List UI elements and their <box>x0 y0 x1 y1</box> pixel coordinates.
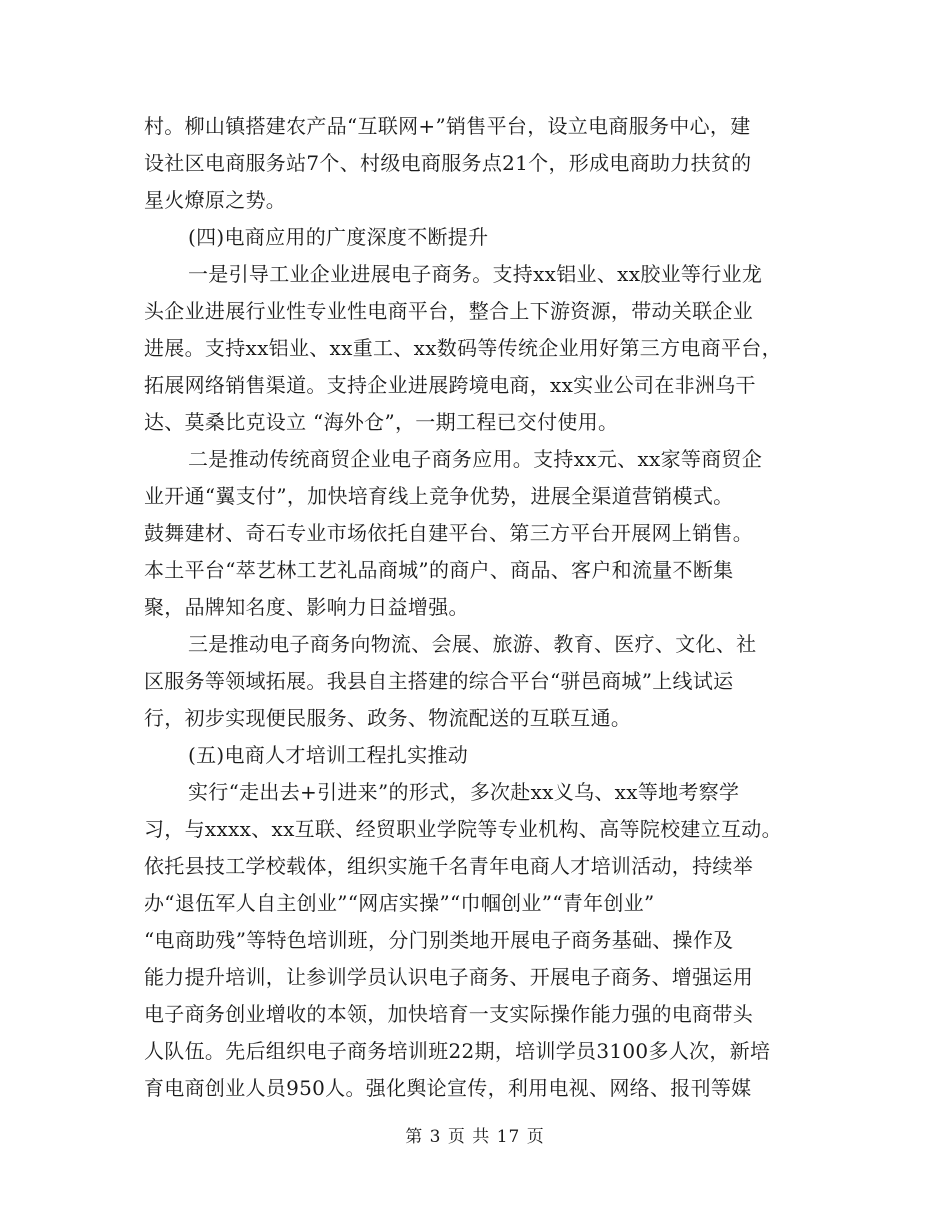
paragraph-start: 一是引导工业企业进展电子商务。支持xx铝业、xx胶业等行业龙 <box>188 262 763 286</box>
paragraph-start: 实行“走出去+引进来”的形式，多次赴xx义乌、xx等地考察学 <box>188 780 740 804</box>
text-line: 习，与xxxx、xx互联、经贸职业学院等专业机构、高等院校建立互动。 <box>144 817 782 841</box>
text-line: 行，初步实现便民服务、政务、物流配送的互联互通。 <box>144 706 632 730</box>
text-line: 电子商务创业增收的本领，加快培育一支实际操作能力强的电商带头 <box>144 1002 753 1026</box>
text-line: 头企业进展行业性专业性电商平台，整合上下游资源，带动关联企业 <box>144 299 753 323</box>
text-line: 人队伍。先后组织电子商务培训班22期，培训学员3100多人次，新培 <box>144 1039 771 1063</box>
text-line: 能力提升培训，让参训学员认识电子商务、开展电子商务、增强运用 <box>144 965 753 989</box>
text-line: 设社区电商服务站7个、村级电商服务点21个，形成电商助力扶贫的 <box>144 151 752 175</box>
text-line: 鼓舞建材、奇石专业市场依托自建平台、第三方平台开展网上销售。 <box>144 521 753 545</box>
text-line: 依托县技工学校载体，组织实施千名青年电商人才培训活动，持续举 <box>144 854 753 878</box>
text-line: 进展。支持xx铝业、xx重工、xx数码等传统企业用好第三方电商平台， <box>144 336 782 360</box>
section-heading: (四)电商应用的广度深度不断提升 <box>188 225 489 249</box>
text-line: 村。柳山镇搭建农产品“互联网+”销售平台，设立电商服务中心，建 <box>144 114 751 138</box>
text-line: 聚，品牌知名度、影响力日益增强。 <box>144 595 469 619</box>
text-line: 业开通“翼支付”，加快培育线上竞争优势，进展全渠道营销模式。 <box>144 484 734 508</box>
text-line: 拓展网络销售渠道。支持企业进展跨境电商，xx实业公司在非洲乌干 <box>144 373 756 397</box>
page-number-footer: 第 3 页 共 17 页 <box>405 1127 545 1147</box>
text-line: 星火燎原之势。 <box>144 188 287 212</box>
text-line: 本土平台“萃艺林工艺礼品商城”的商户、商品、客户和流量不断集 <box>144 558 734 582</box>
text-line: 办“退伍军人自主创业”“网店实操”“巾帼创业”“青年创业” <box>144 891 655 915</box>
paragraph-start: 二是推动传统商贸企业电子商务应用。支持xx元、xx家等商贸企 <box>188 447 763 471</box>
text-line: 育电商创业人员950人。强化舆论宣传，利用电视、网络、报刊等媒 <box>144 1076 752 1100</box>
text-line: “电商助残”等特色培训班，分门别类地开展电子商务基础、操作及 <box>144 928 734 952</box>
text-line: 达、莫桑比克设立 “海外仓”，一期工程已交付使用。 <box>144 410 619 434</box>
text-line: 区服务等领域拓展。我县自主搭建的综合平台“骈邑商城”上线试运 <box>144 669 734 693</box>
document-body <box>144 108 824 1107</box>
paragraph-start: 三是推动电子商务向物流、会展、旅游、教育、医疗、文化、社 <box>188 632 757 656</box>
section-heading: (五)电商人才培训工程扎实推动 <box>188 743 469 767</box>
